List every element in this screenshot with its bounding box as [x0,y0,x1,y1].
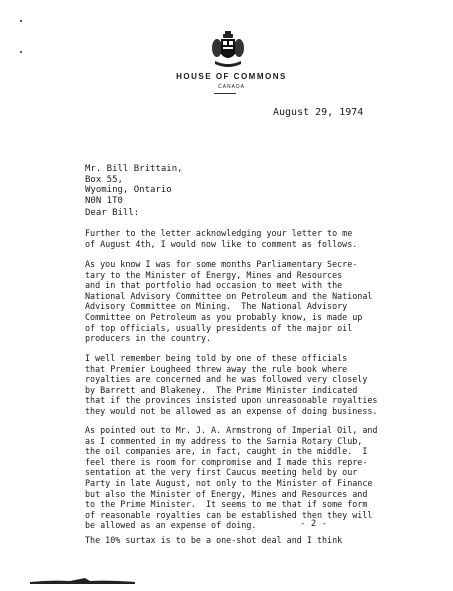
paragraph-line: royalties are concerned and he was followed very closely [85,374,368,385]
paragraph-line: of reasonable royalties can be established then they will [85,509,373,520]
paragraph-line: The 10% surtax is to be a one-shot deal and I think [85,535,343,545]
paragraph-line: Further to the letter acknowledging your letter to me [85,228,353,238]
recipient-address [85,164,183,206]
paragraph-line: they would not be allowed as an expense of doing business. [85,405,378,416]
body-paragraph [85,353,377,417]
margin-mark [20,20,22,22]
scan-smudge [30,578,135,584]
paragraph-line: As you know I was for some months Parliamentary Secre- [85,259,358,269]
paragraph-line: that if the provinces insisted upon unreasonable royalties [85,395,378,406]
coat-of-arms-icon [211,30,245,70]
address-line: Box 55, [85,174,123,185]
paragraph-line: Party in late August, not only to the Minister of Finance [85,477,373,488]
paragraph-line: tary to the Minister of Energy, Mines and Resources [85,269,343,280]
paragraph-line: and in that portfolio had occasion to meet with the [85,280,343,291]
paragraph-line: I well remember being told by one of these officials [85,353,348,363]
letter-date: August 29, 1974 [273,107,364,118]
paragraph-line: that Premier Lougheed threw away the rule book where [85,363,348,374]
body-paragraph [85,425,377,531]
paragraph-line: Advisory Committee on Mining. The National Advisory [85,301,348,312]
paragraph-line: to the Prime Minister. It seems to me that if some form [85,499,368,510]
letterhead-rule [214,93,236,94]
paragraph-line: of August 4th, I would now like to comment as follows. [85,238,358,249]
body-paragraph [85,535,342,546]
address-line: Wyoming, Ontario [85,185,172,195]
paragraph-line: feel there is room for compromise and I made this repre- [85,456,368,467]
paragraph-line: producers in the country. [85,333,212,344]
salutation: Dear Bill: [85,208,140,218]
paragraph-line: As pointed out to Mr. J. A. Armstrong of Imperial Oil, and [85,425,378,435]
paragraph-line: the oil companies are, in fact, caught in the middle. I [85,446,368,457]
paragraph-line: by Barrett and Blakeney. The Prime Minister indicated [85,384,358,395]
paragraph-line: of top officials, usually presidents of the major oil [85,322,353,333]
paragraph-line: Committee on Petroleum as you probably know, is made up [85,311,363,322]
body-paragraph [85,228,357,249]
page-number: - 2 - [300,519,328,529]
paragraph-line: but also the Minister of Energy, Mines and Resources and [85,488,368,499]
letterhead-subtitle: CANADA [218,84,245,90]
paragraph-line: as I commented in my address to the Sarnia Rotary Club, [85,435,363,446]
address-line: N0N 1T0 [85,195,123,206]
body-paragraph [85,259,372,344]
address-line: Mr. Bill Brittain, [85,164,183,174]
margin-mark [20,51,22,53]
paragraph-line: sentation at the very first Caucus meeting held by our [85,467,358,478]
paragraph-line: National Advisory Committee on Petroleum and the National [85,290,373,301]
letterhead-title: HOUSE OF COMMONS [176,72,287,81]
paragraph-line: be allowed as an expense of doing. [85,520,257,531]
